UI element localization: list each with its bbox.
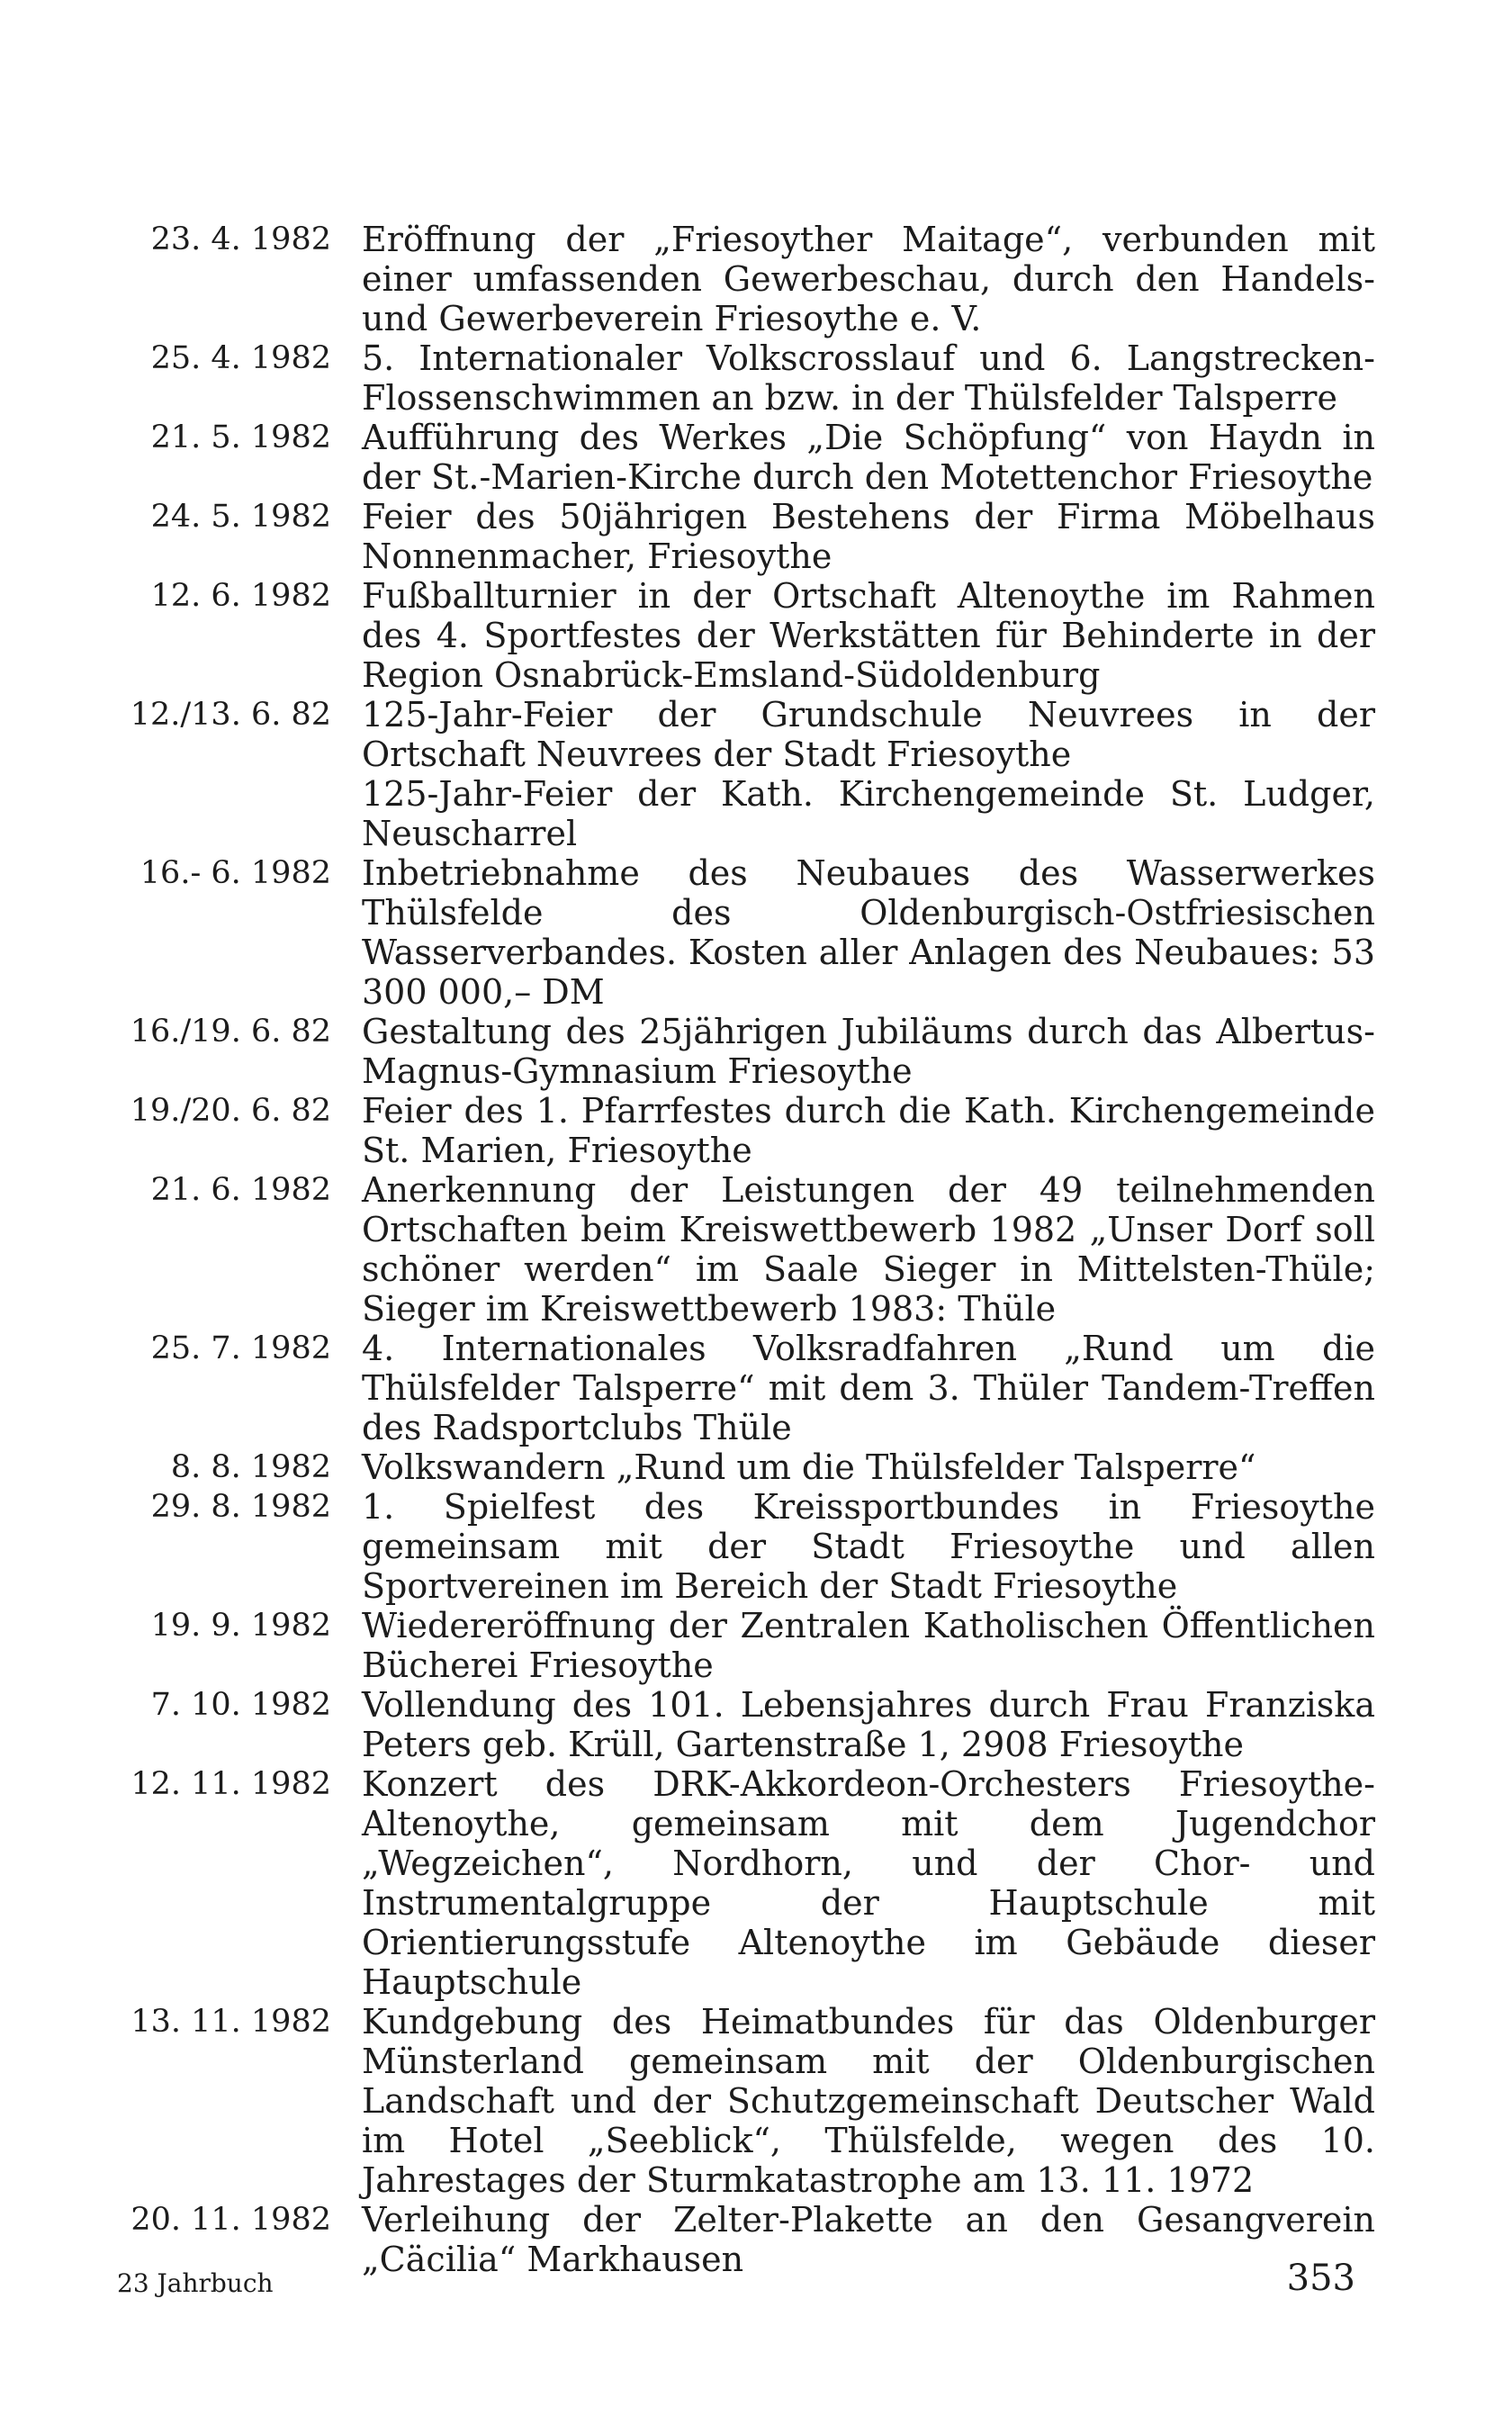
chronicle-entry bbox=[117, 1012, 1377, 1091]
entry-description: Gestaltung des 25jährigen Jubiläums durch das Albertus-Magnus-Gymnasium Friesoythe bbox=[362, 1012, 1375, 1091]
entry-description: 1. Spielfest des Kreissportbundes in Friesoythe gemeinsam mit der Stadt Friesoythe und allen Sportvereinen im Bereich der Stadt Friesoythe bbox=[362, 1487, 1375, 1606]
entry-description: 5. Internationaler Volkscrosslauf und 6. Langstrecken-Flossenschwimmen an bzw. in der Thülsfelder Talsperre bbox=[362, 338, 1375, 418]
entry-date: 8. 8. 1982 bbox=[170, 1449, 331, 1485]
chronicle-entry bbox=[117, 1329, 1377, 1447]
entry-date: 21. 5. 1982 bbox=[150, 419, 331, 455]
entry-description: Feier des 50jährigen Bestehens der Firma Möbelhaus Nonnenmacher, Friesoythe bbox=[362, 497, 1375, 576]
entry-description bbox=[362, 695, 1375, 853]
entry-date: 24. 5. 1982 bbox=[150, 499, 331, 535]
chronicle-entry bbox=[117, 1606, 1377, 1685]
entry-description: Kundgebung des Heimatbundes für das Oldenburger Münsterland gemeinsam mit der Oldenburgischen Landschaft und der Schutzgemeinschaft Deutscher Wald im Hotel „Seeblick“, Thülsfelde, wegen des 10. Jahrestages der Sturmkatastrophe am 13. 11. 1972 bbox=[362, 2002, 1375, 2200]
entry-description: Verleihung der Zelter-Plakette an den Gesangverein „Cäcilia“ Markhausen bbox=[362, 2200, 1375, 2279]
entry-date: 21. 6. 1982 bbox=[150, 1172, 331, 1208]
chronicle-entry bbox=[117, 338, 1377, 418]
entry-description: Feier des 1. Pfarrfestes durch die Kath. Kirchengemeinde St. Marien, Friesoythe bbox=[362, 1091, 1375, 1170]
entry-date: 25. 4. 1982 bbox=[150, 340, 331, 376]
entry-date: 13. 11. 1982 bbox=[130, 2004, 331, 2040]
entry-date: 16./19. 6. 82 bbox=[130, 1014, 331, 1050]
entry-description: 4. Internationales Volksradfahren „Rund um die Thülsfelder Talsperre“ mit dem 3. Thüler Tandem-Treffen des Radsportclubs Thüle bbox=[362, 1329, 1375, 1447]
entry-description: Inbetriebnahme des Neubaues des Wasserwerkes Thülsfelde des Oldenburgisch-Ostfriesischen Wasserverbandes. Kosten aller Anlagen des Neubaues: 53 300 000,– DM bbox=[362, 853, 1375, 1012]
chronicle-entry bbox=[117, 2200, 1377, 2279]
entry-description: Vollendung des 101. Lebensjahres durch Frau Franziska Peters geb. Krüll, Gartenstraße 1, 2908 Friesoythe bbox=[362, 1685, 1375, 1764]
entry-date: 7. 10. 1982 bbox=[150, 1687, 331, 1723]
entry-date: 12./13. 6. 82 bbox=[130, 697, 331, 733]
entry-date: 29. 8. 1982 bbox=[150, 1489, 331, 1525]
entry-date: 23. 4. 1982 bbox=[150, 221, 331, 257]
entry-date: 19. 9. 1982 bbox=[150, 1608, 331, 1644]
chronicle-entry bbox=[117, 2002, 1377, 2200]
chronicle-list bbox=[117, 220, 1377, 2279]
chronicle-entry bbox=[117, 1091, 1377, 1170]
entry-date: 20. 11. 1982 bbox=[130, 2202, 331, 2238]
entry-description: Konzert des DRK-Akkordeon-Orchesters Friesoythe-Altenoythe, gemeinsam mit dem Jugendchor „Wegzeichen“, Nordhorn, und der Chor- und Instrumentalgruppe der Hauptschule mit Orientierungsstufe Altenoythe im Gebäude dieser Hauptschule bbox=[362, 1764, 1375, 2002]
entry-date: 16.- 6. 1982 bbox=[140, 855, 331, 891]
chronicle-entry bbox=[117, 418, 1377, 497]
chronicle-entry bbox=[117, 576, 1377, 695]
entry-description-line: 125-Jahr-Feier der Grundschule Neuvrees in der Ortschaft Neuvrees der Stadt Friesoythe bbox=[362, 695, 1375, 774]
chronicle-entry bbox=[117, 1447, 1377, 1487]
chronicle-entry bbox=[117, 853, 1377, 1012]
entry-date: 12. 11. 1982 bbox=[130, 1766, 331, 1802]
entry-description-line: 125-Jahr-Feier der Kath. Kirchengemeinde St. Ludger, Neuscharrel bbox=[362, 774, 1375, 853]
entry-description: Volkswandern „Rund um die Thülsfelder Talsperre“ bbox=[362, 1447, 1256, 1487]
signature-mark: 23 Jahrbuch bbox=[117, 2268, 274, 2298]
entry-date: 19./20. 6. 82 bbox=[130, 1093, 331, 1129]
chronicle-entry bbox=[117, 1487, 1377, 1606]
entry-description: Aufführung des Werkes „Die Schöpfung“ von Haydn in der St.-Marien-Kirche durch den Motettenchor Friesoythe bbox=[362, 418, 1375, 497]
entry-date: 25. 7. 1982 bbox=[150, 1330, 331, 1366]
chronicle-entry bbox=[117, 1685, 1377, 1764]
entry-description: Anerkennung der Leistungen der 49 teilnehmenden Ortschaften beim Kreiswettbewerb 1982 „Unser Dorf soll schöner werden“ im Saale Sieger in Mittelsten-Thüle; Sieger im Kreiswettbewerb 1983: Thüle bbox=[362, 1170, 1375, 1329]
entry-description: Wiedereröffnung der Zentralen Katholischen Öffentlichen Bücherei Friesoythe bbox=[362, 1606, 1375, 1685]
entry-date: 12. 6. 1982 bbox=[150, 578, 331, 614]
chronicle-entry bbox=[117, 220, 1377, 338]
entry-description: Fußballturnier in der Ortschaft Altenoythe im Rahmen des 4. Sportfestes der Werkstätten für Behinderte in der Region Osnabrück-Emsland-Südoldenburg bbox=[362, 576, 1375, 695]
page-number: 353 bbox=[1286, 2258, 1355, 2299]
chronicle-entry bbox=[117, 1764, 1377, 2002]
chronicle-entry bbox=[117, 695, 1377, 853]
chronicle-entry bbox=[117, 497, 1377, 576]
entry-description: Eröffnung der „Friesoyther Maitage“, verbunden mit einer umfassenden Gewerbeschau, durch den Handels- und Gewerbeverein Friesoythe e. V. bbox=[362, 220, 1375, 338]
chronicle-entry bbox=[117, 1170, 1377, 1329]
